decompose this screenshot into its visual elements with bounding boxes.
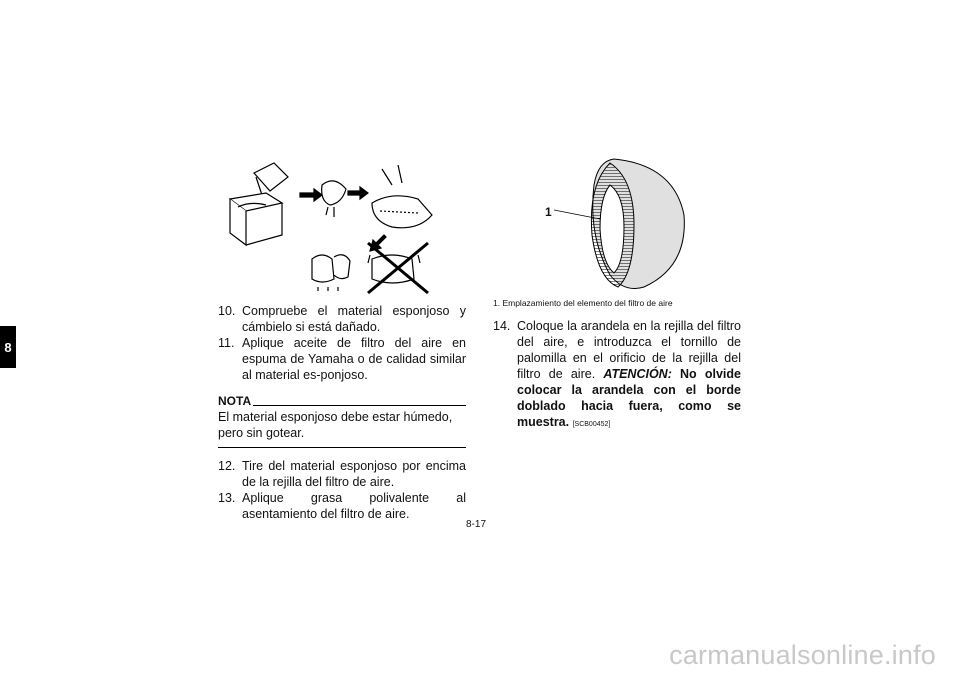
attention-label: ATENCIÓN: (603, 367, 672, 381)
step-10: 10. Compruebe el material esponjoso y cámbielo si está dañado. (218, 304, 466, 334)
step-12: 12. Tire del material esponjoso por encima de la rejilla del filtro de aire. (218, 459, 466, 489)
step-14: 14. Coloque la arandela en la rejilla del filtro del aire, e introduzca el tornillo de palomilla en el orificio de la rejilla del filtro de aire. ATENCIÓN: No olvide colocar la arandela con el borde doblado hacia fuera, como se muestra. [SCB00452] (493, 319, 741, 429)
air-filter-element-illustration (584, 155, 694, 295)
right-column (493, 298, 741, 433)
attention-text: No olvide colocar la arandela con el borde doblado hacia fuera, como se muestra. (517, 367, 741, 429)
callout-leader-line (554, 205, 604, 225)
page-number: 8-17 (466, 519, 487, 530)
foam-cleaning-illustration (222, 155, 472, 295)
callout-number: 1 (545, 205, 552, 219)
step-13: 13. Aplique grasa polivalente al asentamiento del filtro de aire. (218, 491, 466, 521)
attention-code: [SCB00452] (572, 421, 611, 428)
figure-caption: 1. Emplazamiento del elemento del filtro de aire (493, 298, 673, 308)
left-column (218, 303, 466, 522)
chapter-tab: 8 (0, 326, 16, 368)
note-label: NOTA (218, 394, 252, 408)
step-11: 11. Aplique aceite de filtro del aire en espuma de Yamaha o de calidad similar al material es-ponjoso. (218, 336, 466, 382)
note-text: El material esponjoso debe estar húmedo, pero sin gotear. (218, 409, 466, 448)
watermark: carmanualsonline.info (669, 640, 936, 670)
note-box (218, 393, 466, 448)
